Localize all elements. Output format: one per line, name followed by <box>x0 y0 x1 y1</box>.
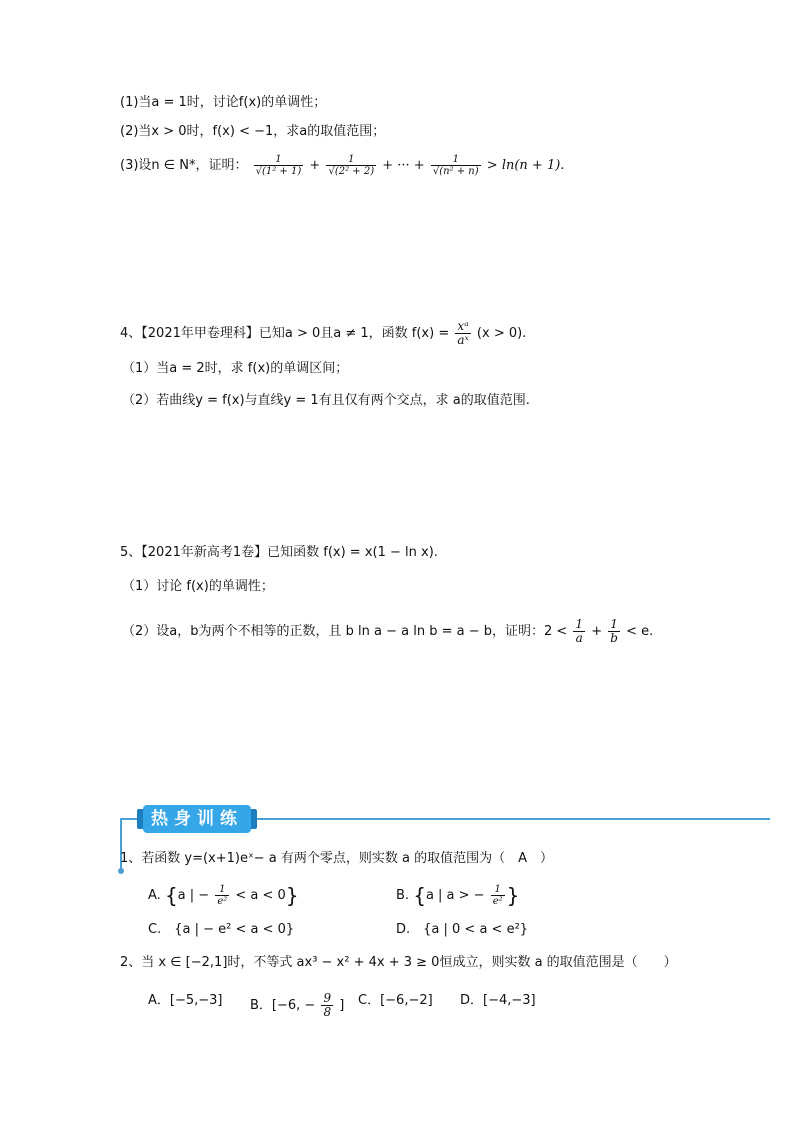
problem4-part2: （2）若曲线y = f(x)与直线y = 1有且仅有两个交点，求 a的取值范围. <box>122 393 530 408</box>
problem3-part1: (1)当a = 1时，讨论f(x)的单调性； <box>120 95 327 110</box>
option-b-prefix: a | a > − <box>425 888 485 903</box>
problem4-stem-prefix: 4、【2021年甲卷理科】已知a > 0且a ≠ 1，函数 f(x) = <box>120 326 450 341</box>
question2-option-b <box>250 992 344 1019</box>
problem3-ellipsis: + ··· + <box>382 158 425 173</box>
question1-stem: 1、若函数 y=(x+1)eˣ− a 有两个零点，则实数 a 的取值范围为（ A ） <box>120 851 554 866</box>
problem3-part2: (2)当x > 0时，f(x) < −1，求a的取值范围； <box>120 124 386 139</box>
question2-option-d: D．[−4,−3] <box>460 993 536 1008</box>
problem4-stem-suffix: (x > 0). <box>476 326 527 341</box>
question1-option-d: D. {a | 0 < a < e²} <box>396 922 529 937</box>
problem3-part3-suffix: > ln(n + 1). <box>486 158 565 173</box>
problem4-part1: （1）当a = 2时，求 f(x)的单调区间； <box>122 361 349 376</box>
problem5-part2 <box>122 618 653 645</box>
question2-stem: 2、当 x ∈ [−2,1]时，不等式 ax³ − x² + 4x + 3 ≥ 0恒成立，则实数 a 的取值范围是（ ） <box>120 955 677 970</box>
q2-option-b-prefix: B．[−6, − <box>250 998 316 1013</box>
option-b-fraction: $\frac{1}{\text{e²}}$ <box>492 884 503 907</box>
question2-option-a: A．[−5,−3] <box>148 993 223 1008</box>
problem5-stem: 5、【2021年新高考1卷】已知函数 f(x) = x(1 − ln x). <box>120 545 438 560</box>
problem3-term1: $\frac{1}{\text{√(1² + 1)}}$ <box>255 154 302 177</box>
option-b-label: B. <box>396 888 410 903</box>
problem5-part2-suffix: < e. <box>626 624 654 639</box>
problem5-part2-prefix: （2）设a，b为两个不相等的正数，且 b ln a − a ln b = a − b，证明：2 < <box>122 624 568 639</box>
section-banner-warmup: 热身训练 <box>143 805 251 833</box>
banner-dot <box>118 868 124 874</box>
problem4-fraction: $\frac{\text{xᵃ}}{\text{aˣ}}$ <box>457 319 469 347</box>
question1-option-a: A. {a | − $\frac{1}{\text{e²}}$ < a < 0} <box>148 883 299 908</box>
option-a-fraction: $\frac{1}{\text{e²}}$ <box>217 884 228 907</box>
problem4-stem <box>120 320 526 347</box>
option-a-prefix: a | − <box>177 888 210 903</box>
question1-option-b: B. {a | a > − $\frac{1}{\text{e²}}$ } <box>396 883 520 908</box>
option-a-label: A. <box>148 888 161 903</box>
q2-option-b-fraction: $\frac{9}{8}$ <box>323 991 332 1019</box>
question1-option-c: C. {a | − e² < a < 0} <box>148 922 295 937</box>
problem3-part3: (3)设n ∈ N*，证明： $\frac{1}{\text{√(1² + 1)}}$ + $\frac{1}{\text{√(2² + 2)}}$ + ··· + $\frac{1}{\text{√(n² + n)}}$ > ln(n + 1). <box>120 154 565 177</box>
question2-option-c: C．[−6,−2] <box>358 993 433 1008</box>
option-a-suffix: < a < 0 <box>235 888 286 903</box>
q2-option-b-suffix: ] <box>339 998 345 1013</box>
problem5-frac1: $\frac{1}{a}$ <box>575 617 584 645</box>
problem3-term2: $\frac{1}{\text{√(2² + 2)}}$ <box>328 154 375 177</box>
problem3-part3-prefix: (3)设n ∈ N*，证明： <box>120 158 248 173</box>
problem5-plus: + <box>591 624 603 639</box>
problem3-term3: $\frac{1}{\text{√(n² + n)}}$ <box>432 154 479 177</box>
problem5-part1: （1）讨论 f(x)的单调性； <box>122 579 274 594</box>
problem5-frac2: $\frac{1}{b}$ <box>610 617 618 645</box>
